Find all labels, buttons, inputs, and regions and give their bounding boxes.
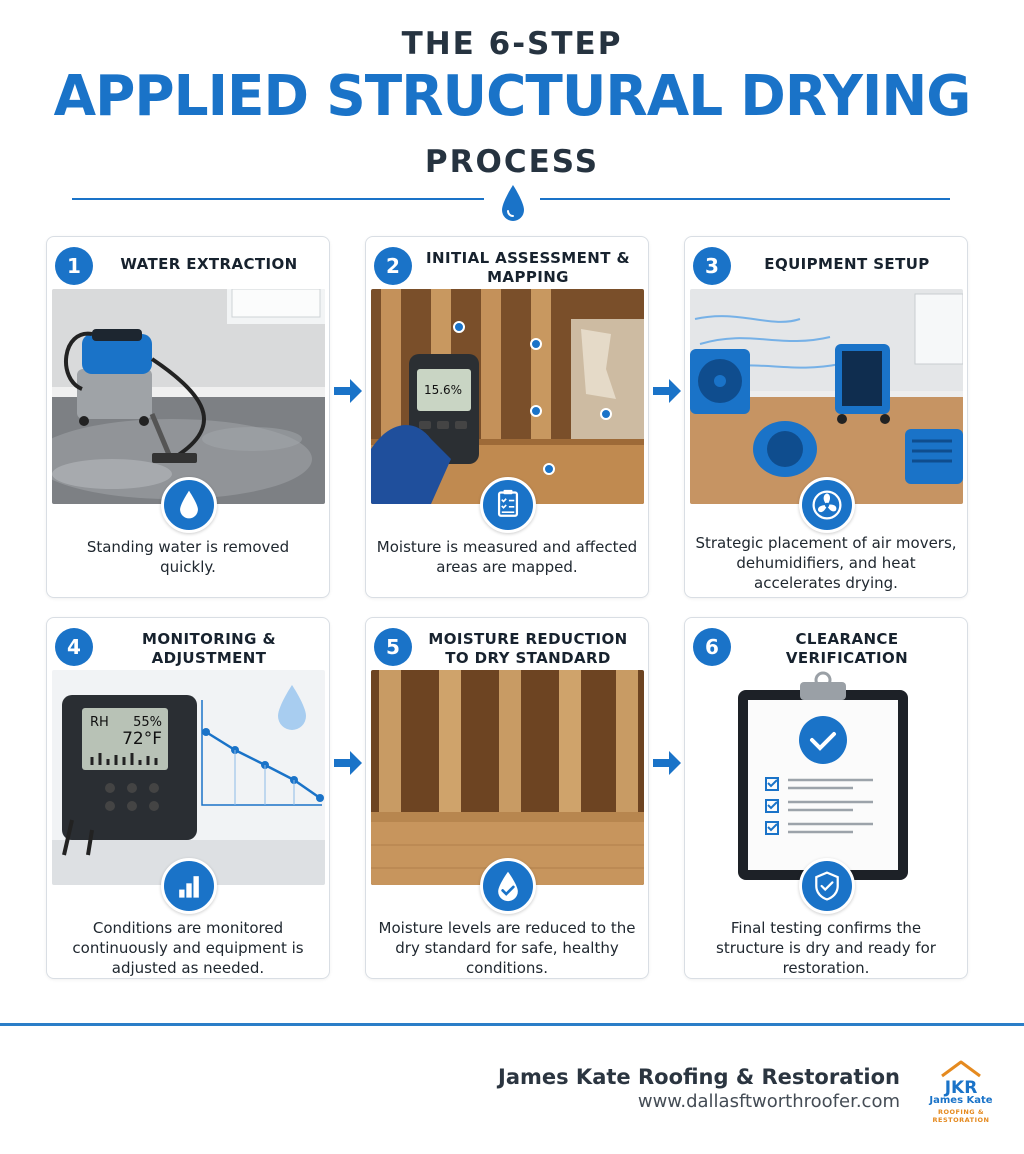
- step-description: Moisture levels are reduced to the dry standard for safe, healthy conditions.: [378, 919, 636, 977]
- step-title: INITIAL ASSESSMENT & MAPPING: [426, 249, 630, 286]
- water-drop-icon: [498, 182, 528, 226]
- logo-subtitle-2: RESTORATION: [932, 1116, 990, 1124]
- step-card-2: [365, 236, 649, 598]
- clipboard-checklist-icon: [480, 477, 536, 533]
- arrow-right-icon: [332, 749, 364, 777]
- step-card-6: [684, 617, 968, 979]
- step-card-3: [684, 236, 968, 598]
- step-title: MONITORING & ADJUSTMENT: [142, 630, 276, 667]
- rh-value: 55%: [133, 715, 162, 730]
- logo-name: James Kate: [929, 1095, 993, 1106]
- step-description: Moisture is measured and affected areas are mapped.: [376, 538, 638, 576]
- header-subtitle-top: THE 6-STEP: [401, 26, 623, 62]
- arrow-right-icon: [651, 377, 683, 405]
- rh-label: RH: [90, 715, 109, 730]
- step-title: MOISTURE REDUCTION TO DRY STANDARD: [428, 630, 628, 667]
- temp-value: 72°F: [122, 729, 162, 749]
- header-divider-right: [540, 198, 950, 200]
- shield-check-icon: [799, 858, 855, 914]
- dry-framing-illustration: [371, 670, 644, 885]
- step-card-4: [46, 617, 330, 979]
- step-card-1: [46, 236, 330, 598]
- step-description: Standing water is removed quickly.: [86, 538, 290, 576]
- arrow-right-icon: [651, 749, 683, 777]
- header-subtitle-bottom: PROCESS: [424, 144, 600, 180]
- company-name: James Kate Roofing & Restoration: [498, 1065, 900, 1089]
- drop-check-icon: [480, 858, 536, 914]
- step-number: 1: [55, 247, 93, 285]
- step-number: 3: [693, 247, 731, 285]
- equipment-setup-illustration: [690, 289, 963, 504]
- step-number: 6: [693, 628, 731, 666]
- moisture-meter-illustration: [371, 289, 644, 504]
- page-title: APPLIED STRUCTURAL DRYING: [53, 64, 971, 129]
- fan-icon: [799, 477, 855, 533]
- water-drop-icon: [161, 477, 217, 533]
- clipboard-illustration: [690, 670, 963, 885]
- step-number: 2: [374, 247, 412, 285]
- monitoring-illustration: [52, 670, 325, 885]
- logo-subtitle-1: ROOFING &: [937, 1108, 985, 1116]
- step-number: 4: [55, 628, 93, 666]
- logo-letters: JKR: [944, 1078, 978, 1098]
- water-extraction-illustration: [52, 289, 325, 504]
- step-title: WATER EXTRACTION: [120, 255, 298, 273]
- step-description: Conditions are monitored continuously and equipment is adjusted as needed.: [72, 919, 304, 977]
- step-card-5: [365, 617, 649, 979]
- arrow-right-icon: [332, 377, 364, 405]
- house-roof-icon: [926, 1058, 996, 1098]
- website-link[interactable]: www.dallasftworthroofer.com: [637, 1091, 900, 1112]
- step-title: CLEARANCE VERIFICATION: [785, 630, 909, 667]
- footer-divider: [0, 1023, 1024, 1026]
- bar-chart-icon: [161, 858, 217, 914]
- step-number: 5: [374, 628, 412, 666]
- header-divider-left: [72, 198, 484, 200]
- company-logo: [926, 1058, 996, 1130]
- step-title: EQUIPMENT SETUP: [764, 255, 930, 273]
- step-description: Strategic placement of air movers, dehumidifiers, and heat accelerates drying.: [695, 534, 957, 592]
- step-description: Final testing confirms the structure is dry and ready for restoration.: [716, 919, 936, 977]
- meter-reading: 15.6%: [423, 383, 463, 397]
